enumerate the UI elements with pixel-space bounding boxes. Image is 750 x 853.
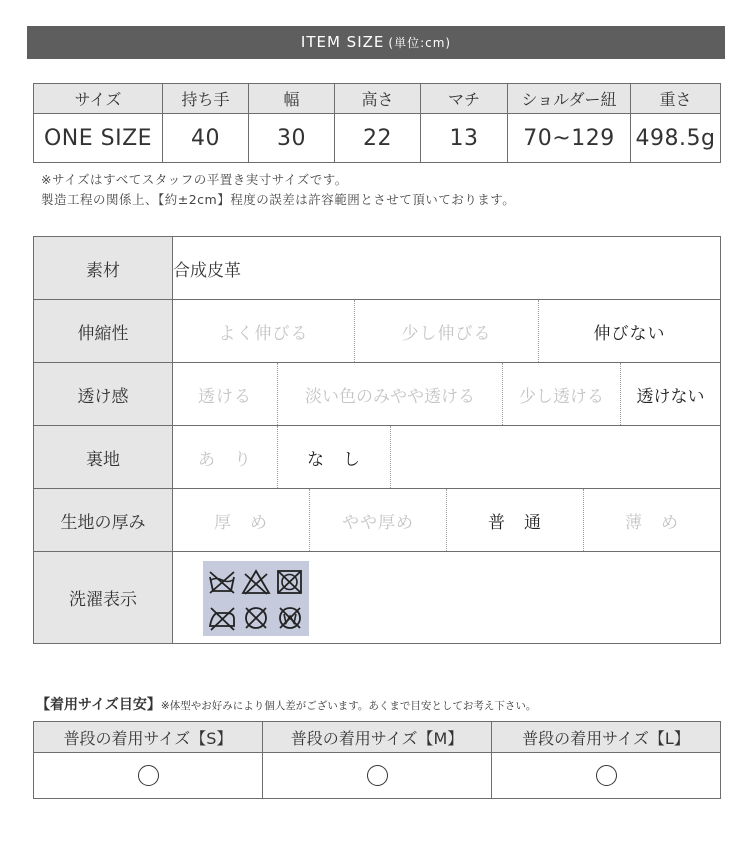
- spec-row-washing: [34, 552, 721, 644]
- size-val-size: ONE SIZE: [34, 114, 163, 163]
- sheer-option-slightly: 少し透ける: [503, 363, 621, 425]
- spec-label-lining: 裏地: [34, 426, 173, 489]
- no-iron-icon: [207, 604, 237, 632]
- spec-row-stretch: [34, 300, 721, 363]
- fit-guide-heading: [36, 694, 536, 714]
- fit-mark-m: [263, 753, 492, 799]
- size-val-weight: 498.5g: [631, 114, 721, 163]
- sheer-option-sheer: 透ける: [173, 363, 278, 425]
- item-size-title-bar: [27, 26, 725, 59]
- fit-table-header-row: [34, 722, 721, 753]
- circle-icon: [596, 765, 617, 786]
- thickness-option-slightly-thick: やや厚め: [310, 489, 447, 551]
- size-table-value-row: [34, 114, 721, 163]
- spec-label-material: 素材: [34, 237, 173, 300]
- spec-label-stretch: 伸縮性: [34, 300, 173, 363]
- item-size-title: ITEM SIZE: [300, 33, 385, 51]
- spec-row-lining: [34, 426, 721, 489]
- thickness-option-thick: 厚 め: [173, 489, 310, 551]
- fit-col-m: 普段の着用サイズ【M】: [263, 722, 492, 753]
- unit-label: (単位:cm): [388, 36, 452, 50]
- lining-option-empty: [391, 426, 720, 488]
- fit-col-s: 普段の着用サイズ【S】: [34, 722, 263, 753]
- fit-guide-note: ※体型やお好みにより個人差がございます。あくまで目安としてお考え下さい。: [160, 700, 537, 712]
- circle-icon: [138, 765, 159, 786]
- spec-row-material: [34, 237, 721, 300]
- size-col-height: 高さ: [335, 84, 421, 114]
- size-note-1: ※サイズはすべてスタッフの平置き実寸サイズです。: [41, 172, 348, 187]
- no-wash-icon: [207, 568, 237, 596]
- size-table: [33, 83, 721, 163]
- stretch-option-high: よく伸びる: [173, 300, 355, 362]
- fit-table: [33, 721, 721, 799]
- thickness-option-thin: 薄 め: [625, 512, 679, 533]
- size-val-shoulder-strap: 70~129: [508, 114, 631, 163]
- stretch-option-none: 伸びない: [593, 323, 666, 344]
- sheer-option-not-sheer: 透けない: [636, 386, 705, 407]
- size-col-width: 幅: [249, 84, 335, 114]
- no-tumble-dry-icon: [275, 568, 305, 596]
- spec-label-sheer: 透け感: [34, 363, 173, 426]
- size-col-size: サイズ: [34, 84, 163, 114]
- size-col-gusset: マチ: [421, 84, 508, 114]
- spec-value-material: 合成皮革: [173, 237, 721, 300]
- washing-symbols: [203, 561, 309, 636]
- size-col-weight: 重さ: [631, 84, 721, 114]
- size-val-height: 22: [335, 114, 421, 163]
- fit-mark-l: [492, 753, 721, 799]
- size-col-shoulder-strap: ショルダー紐: [508, 84, 631, 114]
- size-val-width: 30: [249, 114, 335, 163]
- size-note-2: 製造工程の関係上、【約±2cm】程度の誤差は許容範囲とさせて頂いております。: [41, 192, 516, 207]
- no-dry-clean-icon: [241, 604, 271, 632]
- spec-table: [33, 236, 721, 644]
- size-col-handle: 持ち手: [163, 84, 249, 114]
- size-table-header-row: [34, 84, 721, 114]
- no-bleach-icon: [241, 568, 271, 596]
- stretch-option-some: 少し伸びる: [355, 300, 539, 362]
- spec-row-sheer: [34, 363, 721, 426]
- circle-icon: [367, 765, 388, 786]
- fit-guide-title: 【着用サイズ目安】: [36, 697, 161, 713]
- size-val-gusset: 13: [421, 114, 508, 163]
- fit-table-value-row: [34, 753, 721, 799]
- spec-label-thickness: 生地の厚み: [34, 489, 173, 552]
- spec-label-washing: 洗濯表示: [34, 552, 173, 644]
- lining-option-no: な し: [278, 426, 391, 488]
- sheer-option-light-colors: 淡い色のみやや透ける: [278, 363, 503, 425]
- fit-col-l: 普段の着用サイズ【L】: [492, 722, 721, 753]
- thickness-option-normal: 普 通: [447, 489, 584, 551]
- spec-row-thickness: [34, 489, 721, 552]
- lining-option-yes: あ り: [173, 426, 278, 488]
- fit-mark-s: [34, 753, 263, 799]
- size-val-handle: 40: [163, 114, 249, 163]
- no-wet-clean-icon: [275, 604, 305, 632]
